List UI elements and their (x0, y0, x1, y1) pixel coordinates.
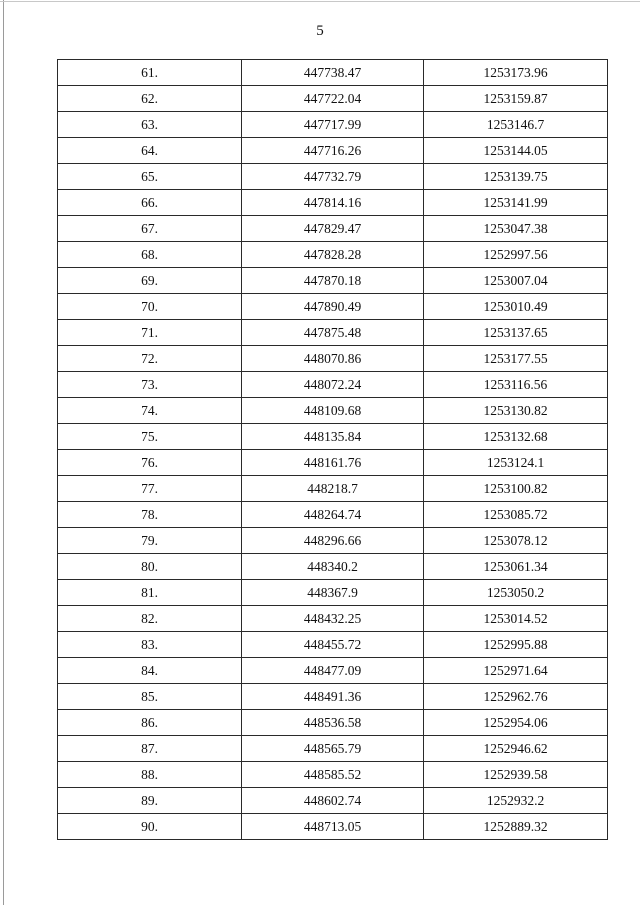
x-coordinate-cell: 447890.49 (242, 294, 424, 320)
table-row (58, 476, 608, 502)
x-coordinate-cell: 447716.26 (242, 138, 424, 164)
point-number-cell: 90. (58, 814, 242, 840)
point-number-cell: 84. (58, 658, 242, 684)
y-coordinate-cell: 1252962.76 (424, 684, 608, 710)
point-number-cell: 86. (58, 710, 242, 736)
y-coordinate-cell: 1253047.38 (424, 216, 608, 242)
x-coordinate-cell: 448161.76 (242, 450, 424, 476)
point-number-cell: 76. (58, 450, 242, 476)
table-row (58, 528, 608, 554)
point-number-cell: 64. (58, 138, 242, 164)
point-number-cell: 81. (58, 580, 242, 606)
point-number-cell: 85. (58, 684, 242, 710)
y-coordinate-cell: 1253159.87 (424, 86, 608, 112)
y-coordinate-cell: 1252997.56 (424, 242, 608, 268)
table-row (58, 658, 608, 684)
table-row (58, 762, 608, 788)
table-row (58, 606, 608, 632)
table-row (58, 164, 608, 190)
point-number-cell: 89. (58, 788, 242, 814)
x-coordinate-cell: 447829.47 (242, 216, 424, 242)
y-coordinate-cell: 1253130.82 (424, 398, 608, 424)
point-number-cell: 87. (58, 736, 242, 762)
table-row (58, 268, 608, 294)
point-number-cell: 69. (58, 268, 242, 294)
table-row (58, 112, 608, 138)
x-coordinate-cell: 448585.52 (242, 762, 424, 788)
table-row (58, 554, 608, 580)
point-number-cell: 68. (58, 242, 242, 268)
y-coordinate-cell: 1253078.12 (424, 528, 608, 554)
y-coordinate-cell: 1253100.82 (424, 476, 608, 502)
x-coordinate-cell: 448264.74 (242, 502, 424, 528)
table-row (58, 632, 608, 658)
table-row (58, 580, 608, 606)
table-row (58, 684, 608, 710)
table-row (58, 788, 608, 814)
x-coordinate-cell: 447732.79 (242, 164, 424, 190)
point-number-cell: 82. (58, 606, 242, 632)
x-coordinate-cell: 447875.48 (242, 320, 424, 346)
x-coordinate-cell: 448432.25 (242, 606, 424, 632)
y-coordinate-cell: 1252954.06 (424, 710, 608, 736)
table-row (58, 398, 608, 424)
x-coordinate-cell: 447738.47 (242, 60, 424, 86)
y-coordinate-cell: 1253085.72 (424, 502, 608, 528)
table-row (58, 346, 608, 372)
x-coordinate-cell: 448296.66 (242, 528, 424, 554)
point-number-cell: 71. (58, 320, 242, 346)
x-coordinate-cell: 447717.99 (242, 112, 424, 138)
y-coordinate-cell: 1252946.62 (424, 736, 608, 762)
x-coordinate-cell: 447814.16 (242, 190, 424, 216)
table-row (58, 60, 608, 86)
point-number-cell: 65. (58, 164, 242, 190)
table-row (58, 86, 608, 112)
table-row (58, 242, 608, 268)
point-number-cell: 78. (58, 502, 242, 528)
y-coordinate-cell: 1253007.04 (424, 268, 608, 294)
y-coordinate-cell: 1252932.2 (424, 788, 608, 814)
x-coordinate-cell: 448477.09 (242, 658, 424, 684)
x-coordinate-cell: 447870.18 (242, 268, 424, 294)
y-coordinate-cell: 1253177.55 (424, 346, 608, 372)
x-coordinate-cell: 448070.86 (242, 346, 424, 372)
coordinates-table (57, 59, 608, 840)
y-coordinate-cell: 1253139.75 (424, 164, 608, 190)
y-coordinate-cell: 1253173.96 (424, 60, 608, 86)
x-coordinate-cell: 448135.84 (242, 424, 424, 450)
table-row (58, 736, 608, 762)
table-row (58, 814, 608, 840)
table-row (58, 450, 608, 476)
point-number-cell: 80. (58, 554, 242, 580)
y-coordinate-cell: 1252889.32 (424, 814, 608, 840)
point-number-cell: 79. (58, 528, 242, 554)
page-edge-left (3, 0, 4, 905)
coordinates-table-body (58, 60, 608, 840)
y-coordinate-cell: 1253137.65 (424, 320, 608, 346)
x-coordinate-cell: 448491.36 (242, 684, 424, 710)
table-row (58, 502, 608, 528)
point-number-cell: 75. (58, 424, 242, 450)
table-row (58, 216, 608, 242)
point-number-cell: 67. (58, 216, 242, 242)
y-coordinate-cell: 1252939.58 (424, 762, 608, 788)
y-coordinate-cell: 1253014.52 (424, 606, 608, 632)
y-coordinate-cell: 1253141.99 (424, 190, 608, 216)
x-coordinate-cell: 448713.05 (242, 814, 424, 840)
x-coordinate-cell: 448109.68 (242, 398, 424, 424)
point-number-cell: 77. (58, 476, 242, 502)
table-row (58, 294, 608, 320)
table-row (58, 424, 608, 450)
x-coordinate-cell: 448602.74 (242, 788, 424, 814)
y-coordinate-cell: 1252971.64 (424, 658, 608, 684)
table-row (58, 372, 608, 398)
page-edge-top (0, 1, 640, 2)
table-row (58, 710, 608, 736)
y-coordinate-cell: 1253124.1 (424, 450, 608, 476)
y-coordinate-cell: 1253050.2 (424, 580, 608, 606)
point-number-cell: 66. (58, 190, 242, 216)
x-coordinate-cell: 448340.2 (242, 554, 424, 580)
y-coordinate-cell: 1253144.05 (424, 138, 608, 164)
point-number-cell: 70. (58, 294, 242, 320)
y-coordinate-cell: 1253061.34 (424, 554, 608, 580)
x-coordinate-cell: 448536.58 (242, 710, 424, 736)
point-number-cell: 61. (58, 60, 242, 86)
y-coordinate-cell: 1253146.7 (424, 112, 608, 138)
x-coordinate-cell: 448072.24 (242, 372, 424, 398)
x-coordinate-cell: 448565.79 (242, 736, 424, 762)
y-coordinate-cell: 1252995.88 (424, 632, 608, 658)
point-number-cell: 73. (58, 372, 242, 398)
point-number-cell: 62. (58, 86, 242, 112)
x-coordinate-cell: 447722.04 (242, 86, 424, 112)
x-coordinate-cell: 447828.28 (242, 242, 424, 268)
point-number-cell: 74. (58, 398, 242, 424)
y-coordinate-cell: 1253116.56 (424, 372, 608, 398)
point-number-cell: 72. (58, 346, 242, 372)
x-coordinate-cell: 448455.72 (242, 632, 424, 658)
point-number-cell: 88. (58, 762, 242, 788)
point-number-cell: 83. (58, 632, 242, 658)
x-coordinate-cell: 448218.7 (242, 476, 424, 502)
point-number-cell: 63. (58, 112, 242, 138)
y-coordinate-cell: 1253132.68 (424, 424, 608, 450)
y-coordinate-cell: 1253010.49 (424, 294, 608, 320)
x-coordinate-cell: 448367.9 (242, 580, 424, 606)
page-number: 5 (316, 23, 324, 39)
table-row (58, 320, 608, 346)
table-row (58, 138, 608, 164)
table-row (58, 190, 608, 216)
